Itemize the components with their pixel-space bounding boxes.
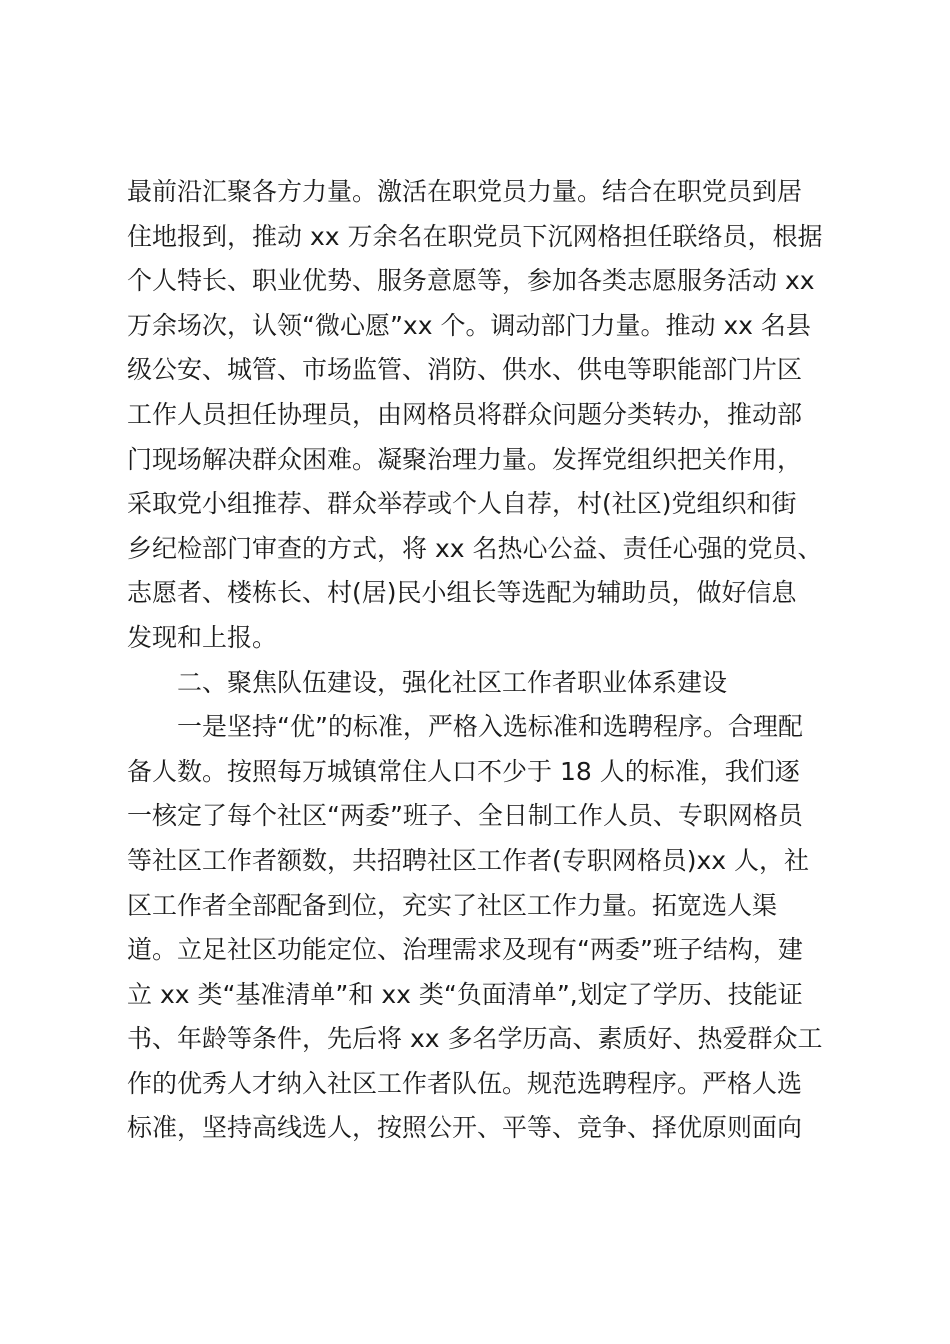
text-line: 书、年龄等条件，先后将 xx 多名学历高、素质好、热爱群众工 — [127, 1024, 823, 1054]
paragraph-start-line: 一是坚持“优”的标准，严格入选标准和选聘程序。合理配 — [177, 712, 803, 742]
text-line: 最前沿汇聚各方力量。激活在职党员力量。结合在职党员到居 — [127, 177, 803, 206]
text-line: 级公安、城管、市场监管、消防、供水、供电等职能部门片区 — [127, 355, 803, 385]
text-line: 道。立足社区功能定位、治理需求及现有“两委”班子结构，建 — [127, 935, 803, 965]
text-line: 门现场解决群众困难。凝聚治理力量。发挥党组织把关作用， — [127, 444, 803, 474]
text-line: 住地报到，推动 xx 万余名在职党员下沉网格担任联络员，根据 — [127, 221, 823, 251]
text-line: 采取党小组推荐、群众举荐或个人自荐，村(社区)党组织和街 — [127, 489, 797, 519]
text-line: 区工作者全部配备到位，充实了社区工作力量。拓宽选人渠 — [127, 890, 778, 920]
text-line: 发现和上报。 — [127, 622, 278, 652]
text-line: 工作人员担任协理员，由网格员将群众问题分类转办，推动部 — [127, 399, 803, 429]
text-line: 个人特长、职业优势、服务意愿等，参加各类志愿服务活动 xx — [127, 266, 815, 296]
text-line: 备人数。按照每万城镇常住人口不少于 18 人的标准，我们逐 — [127, 756, 800, 786]
text-line: 标准，坚持高线选人，按照公开、平等、竞争、择优原则面向 — [127, 1113, 803, 1143]
text-line: 等社区工作者额数，共招聘社区工作者(专职网格员)xx 人，社 — [127, 845, 810, 875]
text-line: 乡纪检部门审查的方式，将 xx 名热心公益、责任心强的党员、 — [127, 533, 823, 563]
text-line: 一核定了每个社区“两委”班子、全日制工作人员、专职网格员 — [127, 801, 803, 831]
section-heading: 二、聚焦队伍建设，强化社区工作者职业体系建设 — [177, 667, 728, 697]
body-text — [127, 170, 833, 1151]
text-line: 志愿者、楼栋长、村(居)民小组长等选配为辅助员，做好信息 — [127, 578, 797, 608]
text-line: 立 xx 类“基准清单”和 xx 类“负面清单”,划定了学历、技能证 — [127, 979, 803, 1009]
text-line: 作的优秀人才纳入社区工作者队伍。规范选聘程序。严格人选 — [127, 1068, 803, 1098]
text-line: 万余场次，认领“微心愿”xx 个。调动部门力量。推动 xx 名县 — [127, 310, 811, 340]
